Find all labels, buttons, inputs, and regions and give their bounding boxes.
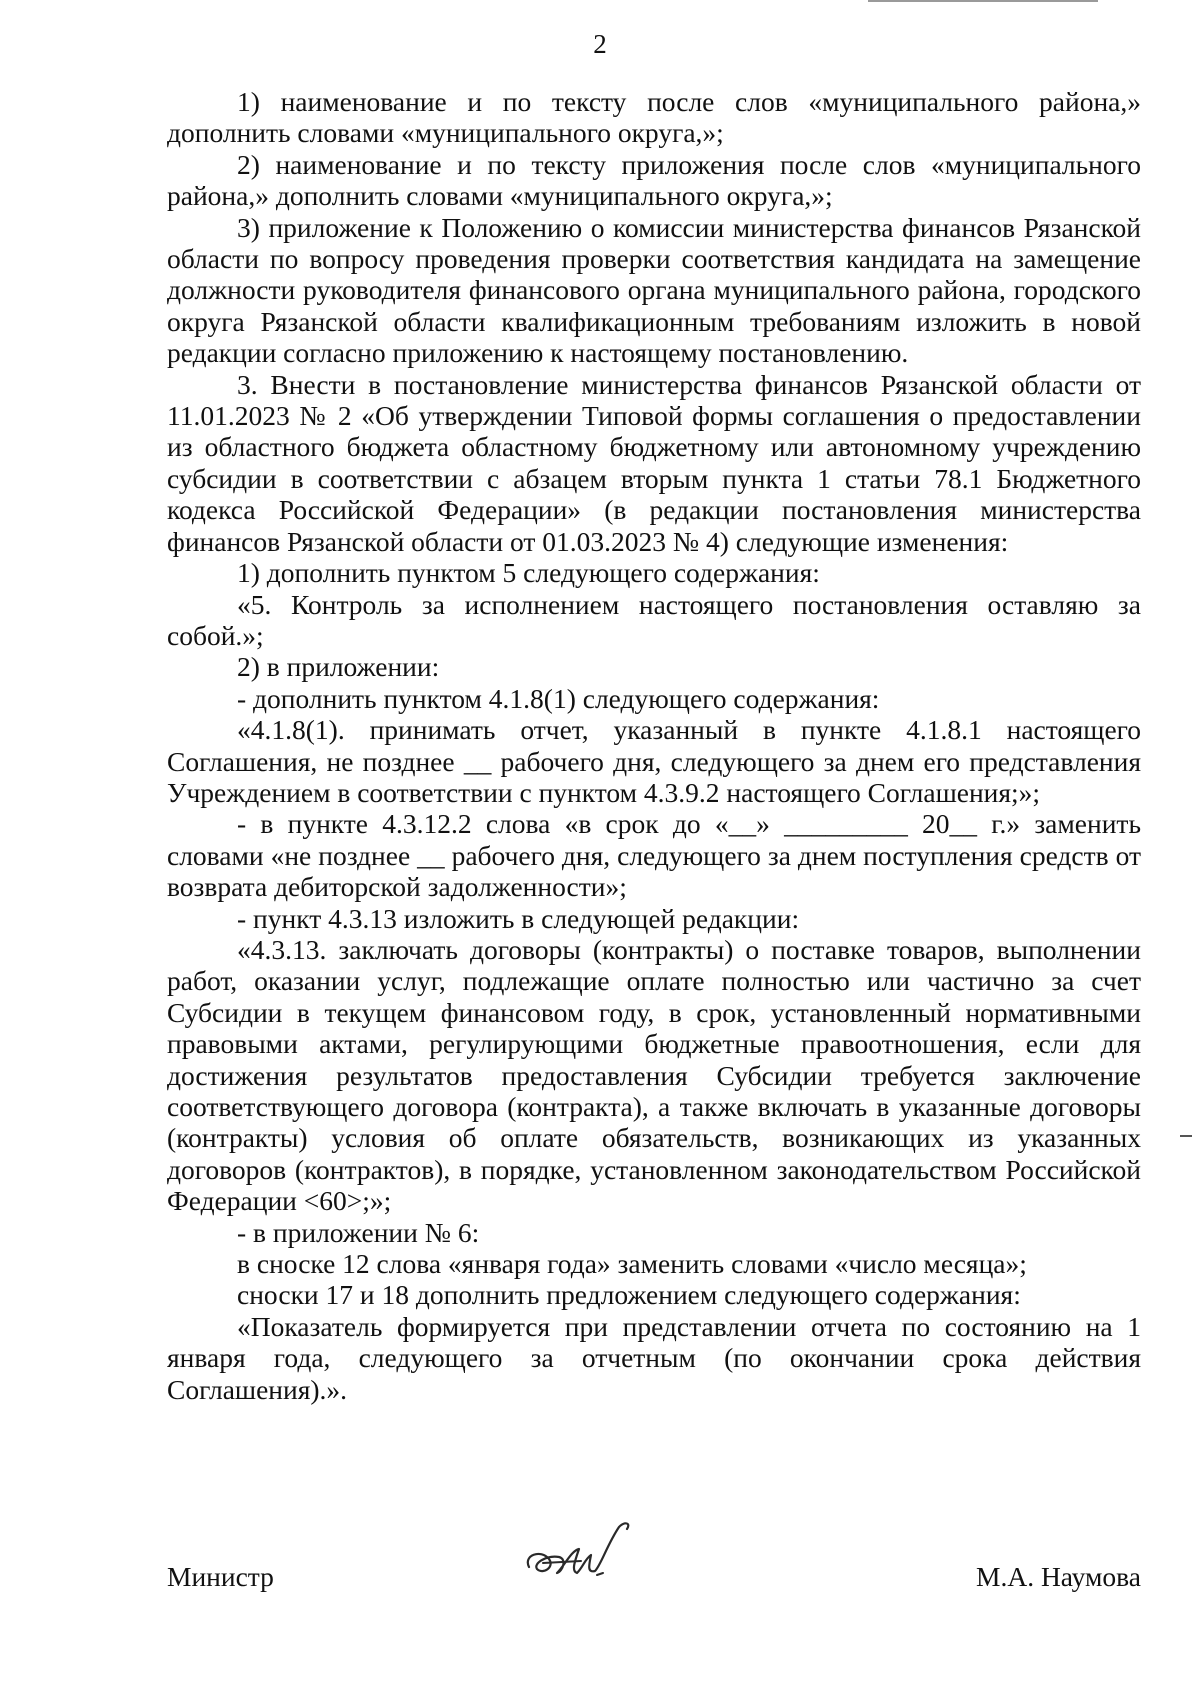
top-rule xyxy=(868,0,1098,2)
handwritten-signature xyxy=(519,1515,639,1595)
paragraph: 1) дополнить пунктом 5 следующего содержания: xyxy=(237,557,820,589)
paragraph: - дополнить пунктом 4.1.8(1) следующего содержания: xyxy=(237,682,880,714)
paragraph: - в приложении № 6: xyxy=(237,1216,480,1248)
signature-block xyxy=(167,1555,1141,1605)
paragraph: «4.1.8(1). принимать отчет, указанный в пункте 4.1.8.1 настоящего Соглашения, не позднее __ рабочего дня, следующего за днем его представления Учреждением в соответствии с пунктом 4.3.9.2 настоящего Соглашения;»; xyxy=(167,714,1141,808)
paragraph: 3) приложение к Положению о комиссии министерства финансов Рязанской области по вопросу проведения проверки соответствия кандидата на замещение должности руководителя финансового органа муниципального района, городского округа Рязанской области квалификационным требованиям изложить в новой редакции согласно приложению к настоящему постановлению. xyxy=(167,211,1141,369)
paragraph: 2) в приложении: xyxy=(237,651,440,683)
paragraph: - пункт 4.3.13 изложить в следующей редакции: xyxy=(237,902,800,934)
margin-mark xyxy=(1180,1135,1192,1137)
paragraph: в сноске 12 слова «января года» заменить словами «число месяца»; xyxy=(237,1248,1027,1280)
paragraph: 2) наименование и по тексту приложения после слов «муниципального района,» дополнить словами «муниципального округа,»; xyxy=(167,148,1141,212)
paragraph: «4.3.13. заключать договоры (контракты) о поставке товаров, выполнении работ, оказании услуг, подлежащие оплате полностью или частично за счет Субсидии в текущем финансовом году, в срок, установленный нормативными правовыми актами, регулирующими бюджетные правоотношения, если для достижения результатов предоставления Субсидии требуется заключение соответствующего договора (контракта), а также включать в указанные договоры (контракты) условия об оплате обязательств, возникающих из указанных договоров (контрактов), в порядке, установленном законодательством Российской Федерации <60>;»; xyxy=(167,933,1141,1217)
page-number: 2 xyxy=(593,29,607,59)
signatory-title: Министр xyxy=(167,1561,274,1592)
signatory-name: М.А. Наумова xyxy=(976,1561,1141,1592)
paragraph: сноски 17 и 18 дополнить предложением следующего содержания: xyxy=(237,1279,1021,1311)
paragraph: - в пункте 4.3.12.2 слова «в срок до «__» _________ 20__ г.» заменить словами «не позднее __ рабочего дня, следующего за днем поступления средств от возврата дебиторской задолженности»; xyxy=(167,808,1141,903)
paragraph: 1) наименование и по тексту после слов «муниципального района,» дополнить словами «муниципального округа,»; xyxy=(167,86,1141,149)
paragraph: «Показатель формируется при представлении отчета по состоянию на 1 января года, следующего за отчетным (по окончании срока действия Соглашения).». xyxy=(167,1310,1141,1405)
paragraph: «5. Контроль за исполнением настоящего постановления оставляю за собой.»; xyxy=(167,588,1141,651)
document-body xyxy=(167,86,1141,1405)
paragraph: 3. Внести в постановление министерства финансов Рязанской области от 11.01.2023 № 2 «Об утверждении Типовой формы соглашения о предоставлении из областного бюджета областному бюджетному или автономному учреждению субсидии в соответствии с абзацем вторым пункта 1 статьи 78.1 Бюджетного кодекса Российской Федерации» (в редакции постановления министерства финансов Рязанской области от 01.03.2023 № 4) следующие изменения: xyxy=(167,368,1141,557)
